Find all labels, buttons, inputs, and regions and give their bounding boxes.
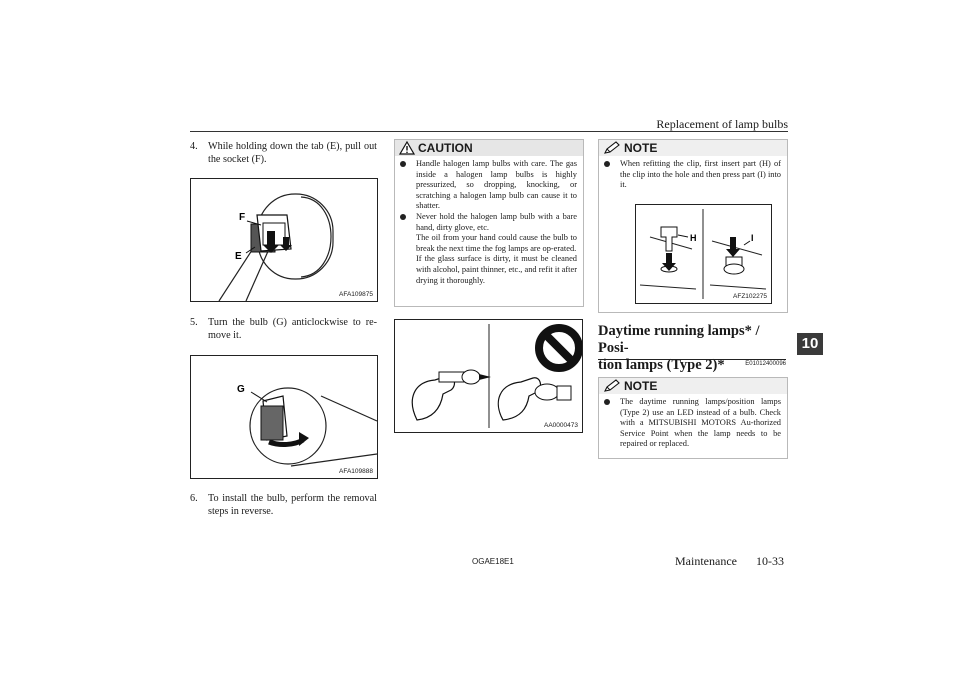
figure-code: AFA109888: [339, 468, 373, 475]
callout-e: E: [235, 251, 242, 262]
callout-f: F: [239, 212, 246, 223]
note-label: NOTE: [624, 141, 658, 155]
figure-bulb-removal: [190, 355, 378, 479]
list-item: [399, 212, 577, 233]
step-text: To install the bulb, perform the removal steps in reverse.: [208, 493, 377, 517]
figure-bulb-handling: [394, 319, 583, 433]
list-item: [399, 233, 577, 254]
pencil-icon: [603, 379, 621, 393]
warning-triangle-icon: [399, 141, 415, 155]
caution-header: [395, 140, 583, 156]
note-box-clip: [598, 139, 788, 313]
step-text: While holding down the tab (E), pull out the socket (F).: [208, 141, 377, 165]
callout-i: I: [751, 233, 754, 243]
footer-code: OGAE18E1: [472, 557, 514, 566]
header-rule: [190, 131, 788, 132]
caution-list: [399, 159, 577, 286]
section-code: E01012400096: [745, 361, 786, 367]
page-number: 10-33: [756, 554, 784, 568]
step-number: 5.: [190, 317, 198, 328]
note-box-led: [598, 377, 788, 459]
note-list: [603, 159, 781, 191]
list-item: [603, 397, 781, 450]
section-rule: [598, 359, 786, 360]
list-item: [603, 159, 781, 191]
note-header: [599, 378, 787, 394]
chapter-tab: 10: [797, 333, 823, 355]
caution-label: CAUTION: [418, 141, 473, 155]
step-number: 4.: [190, 141, 198, 152]
caution-text: The oil from your hand could cause the bulb to break the next time the fog lamps are op-erated.: [416, 233, 577, 253]
bulb-removal-illustration: [191, 356, 377, 478]
bullet-icon: [400, 161, 406, 167]
figure-clip: [635, 204, 772, 304]
note-header: [599, 140, 787, 156]
section-title-line: Daytime running lamps* / Posi-: [598, 323, 760, 356]
section-title-line: tion lamps (Type 2)*: [598, 357, 725, 373]
step-text: Turn the bulb (G) anticlockwise to re-move it.: [208, 317, 377, 341]
list-item: [399, 254, 577, 286]
running-header: Replacement of lamp bulbs: [656, 117, 788, 131]
bulb-handling-illustration: [395, 320, 582, 432]
caution-text: Handle halogen lamp bulbs with care. The gas inside a halogen lamp bulbs is highly pressurized, so dropping, knocking, or scratching a halogen lamp bulb can cause it to shatter.: [416, 159, 577, 211]
note-text: When refitting the clip, first insert part (H) of the clip into the hole and then press part (I) into it.: [620, 159, 781, 190]
step-number: 6.: [190, 493, 198, 504]
socket-removal-illustration: [191, 179, 377, 301]
caution-text: Never hold the halogen lamp bulb with a bare hand, dirty glove, etc.: [416, 211, 577, 232]
bullet-icon: [604, 161, 610, 167]
caution-text: If the glass surface is dirty, it must be cleaned with alcohol, paint thinner, etc., and refit it after drying it thoroughly.: [416, 254, 577, 285]
note-list: [603, 397, 781, 450]
figure-code: AA0000473: [544, 422, 578, 429]
pencil-icon: [603, 141, 621, 155]
note-text: The daytime running lamps/position lamps (Type 2) use an LED instead of a bulb. Check with a MITSUBISHI MOTORS Au-thorized Service Point when the lamp needs to be repaired or replaced.: [620, 397, 781, 449]
figure-code: AFZ102275: [733, 293, 767, 300]
clip-illustration: [636, 205, 771, 303]
callout-g: G: [237, 384, 245, 395]
step-6: [190, 492, 377, 518]
note-label: NOTE: [624, 379, 658, 393]
callout-h: H: [690, 233, 697, 243]
caution-box: [394, 139, 584, 307]
figure-code: AFA109875: [339, 291, 373, 298]
figure-socket-removal: [190, 178, 378, 302]
bullet-icon: [400, 214, 406, 220]
bullet-icon: [604, 399, 610, 405]
step-4: [190, 140, 377, 166]
step-5: [190, 316, 377, 342]
footer-section: Maintenance: [675, 554, 737, 568]
list-item: [399, 159, 577, 212]
